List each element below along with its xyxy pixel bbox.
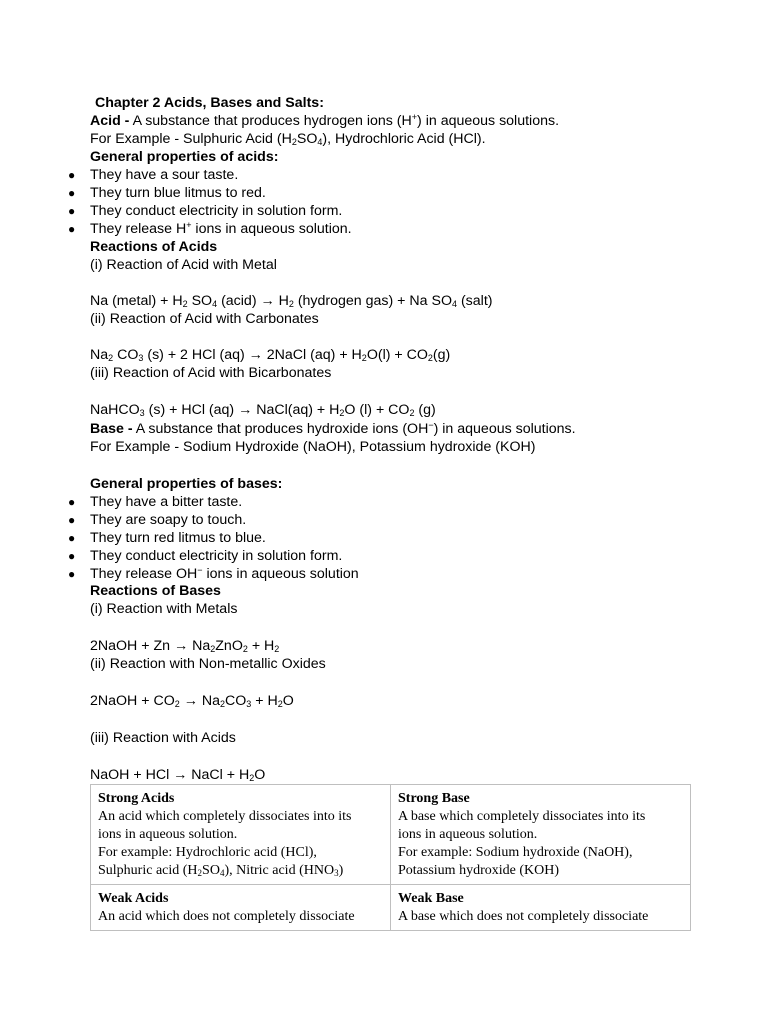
list-item: ● They conduct electricity in solution form. <box>68 548 343 564</box>
base-reaction-2-title: (ii) Reaction with Non-metallic Oxides <box>90 656 326 672</box>
bullet-icon: ● <box>68 186 76 200</box>
base-reaction-1-equation: 2NaOH + $Zn \to Na_2ZnO_2 + H_2$ <box>90 638 280 654</box>
bullet-icon: ● <box>68 531 76 545</box>
list-item: ● They are soapy to touch. <box>68 512 247 528</box>
list-item: ● They have a bitter taste. <box>68 494 243 510</box>
base-example: For Example - Sodium Hydroxide (NaOH), Potassium hydroxide (KOH) <box>90 439 536 455</box>
list-item: ● They release OH− ions in aqueous solution <box>68 565 359 582</box>
base-reaction-1-title: (i) Reaction with Metals <box>90 601 238 617</box>
list-item: ● They turn red litmus to blue. <box>68 530 266 546</box>
acid-definition: Acid - A substance that produces hydrogen ions (H+) in aqueous solutions. <box>90 112 560 129</box>
acid-reaction-3-equation: NaHCO$_3$ (s) + HCl (aq) → NaCl(aq) + $H_2O$ $(l) + CO_2$ (g) <box>90 402 436 418</box>
list-item: ● They have a sour taste. <box>68 167 239 183</box>
base-reactions-heading: Reactions of Bases <box>90 583 221 599</box>
base-definition: Base - A substance that produces hydroxide ions (OH−) in aqueous solutions. <box>90 420 576 437</box>
acid-reactions-heading: Reactions of Acids <box>90 239 218 255</box>
acid-reaction-1-title: (i) Reaction of Acid with Metal <box>90 257 277 273</box>
table-cell-weak-base: Weak Base A base which does not completely dissociate <box>391 885 691 931</box>
acid-reaction-2-equation: $Na_2$ $CO_3$ (s) + 2 HCl (aq) → 2NaCl $(aq) + H_2O(l) + CO_2(g)$ <box>90 347 451 363</box>
table-row <box>91 785 691 885</box>
acid-reaction-3-title: (iii) Reaction of Acid with Bicarbonates <box>90 365 332 381</box>
list-item: ● They release H+ ions in aqueous solution. <box>68 220 352 237</box>
acid-example: For Example - Sulphuric Acid $(H_2SO_4)$, Hydrochloric Acid (HCl). <box>90 131 486 147</box>
base-properties-heading: General properties of bases: <box>90 476 283 492</box>
acid-reaction-1-equation: Na (metal) + $H_2$ $SO_4$ (acid) → $H_2$ (hydrogen gas) + Na $SO_4$ (salt) <box>90 293 493 309</box>
chapter-title: Chapter 2 Acids, Bases and Salts: <box>95 95 324 111</box>
bullet-icon: ● <box>68 549 76 563</box>
bullet-icon: ● <box>68 222 76 236</box>
base-reaction-2-equation: 2NaOH + $CO_2 \to Na_2CO_3 + H_2O$ <box>90 693 294 709</box>
table-cell-strong-base: Strong Base A base which completely dissociates into its ions in aqueous solution. For example: Sodium hydroxide (NaOH), Potassium hydroxide (KOH) <box>391 785 691 885</box>
bullet-icon: ● <box>68 204 76 218</box>
list-item: ● They conduct electricity in solution form. <box>68 203 343 219</box>
table-cell-weak-acids: Weak Acids An acid which does not completely dissociate <box>91 885 391 931</box>
bullet-icon: ● <box>68 168 76 182</box>
table-row <box>91 885 691 931</box>
list-item: ● They turn blue litmus to red. <box>68 185 266 201</box>
bullet-icon: ● <box>68 567 76 581</box>
bullet-icon: ● <box>68 495 76 509</box>
base-reaction-3-equation: NaOH + HCl → NaCl + $H_2O$ <box>90 767 266 783</box>
base-reaction-3-title: (iii) Reaction with Acids <box>90 730 236 746</box>
table-cell-strong-acids: Strong Acids An acid which completely dissociates into its ions in aqueous solution. For example: Hydrochloric acid (HCl), Sulphuric acid $(H_2SO_4)$, Nitric acid $(HNO_3)$ <box>91 785 391 885</box>
bullet-icon: ● <box>68 513 76 527</box>
acid-reaction-2-title: (ii) Reaction of Acid with Carbonates <box>90 311 319 327</box>
acid-base-strength-table <box>90 784 691 931</box>
acid-properties-heading: General properties of acids: <box>90 149 279 165</box>
